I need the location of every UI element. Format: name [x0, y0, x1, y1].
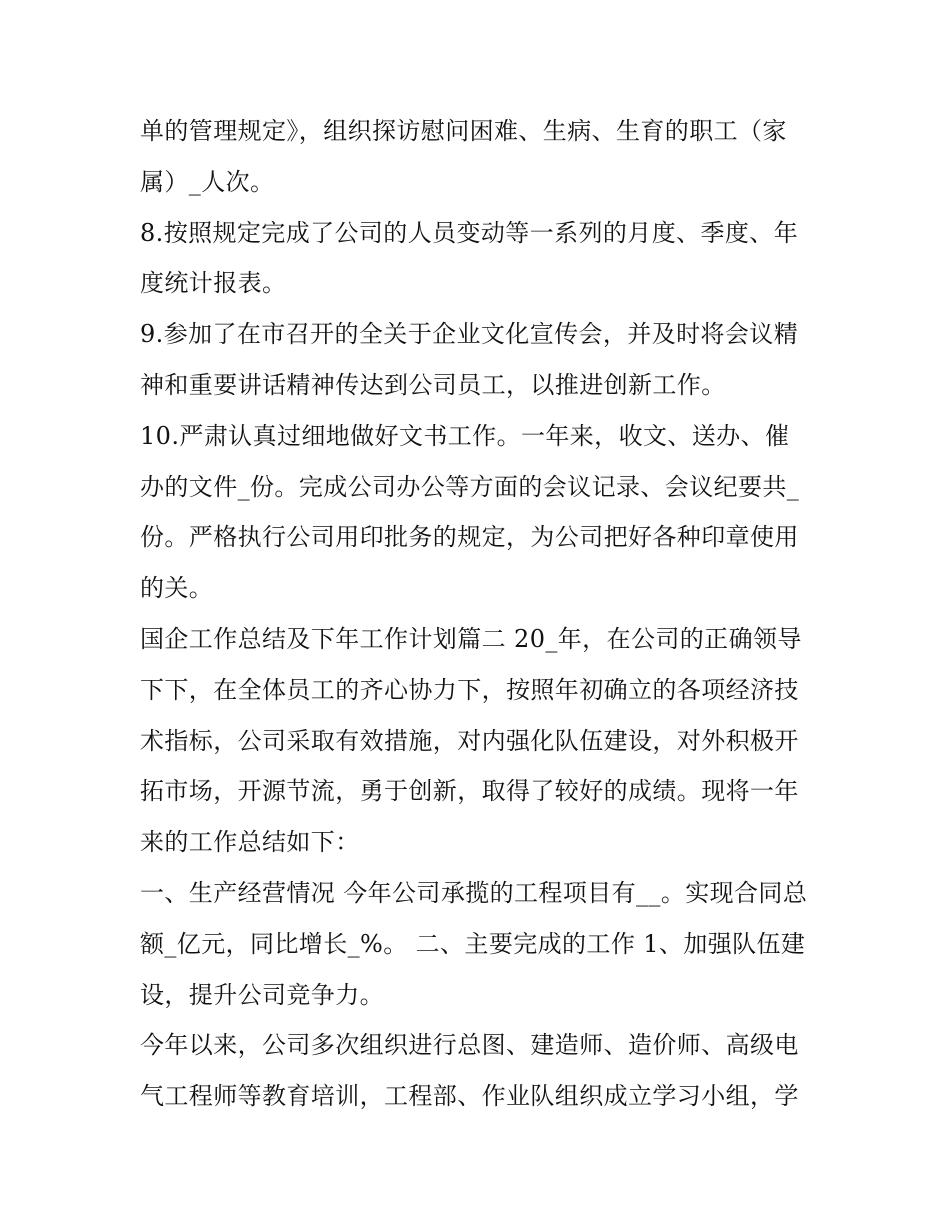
document-body	[140, 106, 820, 1122]
text-line: 额_亿元，同比增长_%。 二、主要完成的工作 1、加强队伍建	[140, 929, 806, 958]
text-line: 设，提升公司竞争力。	[140, 980, 384, 1009]
text-line: 来的工作总结如下：	[140, 828, 360, 857]
text-line: 办的文件_份。完成公司办公等方面的会议记录、会议纪要共_	[140, 472, 800, 501]
text-line: 拓市场，开源节流，勇于创新，取得了较好的成绩。现将一年	[140, 777, 799, 806]
text-line: 一、生产经营情况 今年公司承揽的工程项目有__。实现合同总	[140, 878, 808, 907]
text-line: 国企工作总结及下年工作计划篇二 20_年，在公司的正确领导	[140, 624, 802, 653]
text-line: 10.严肃认真过细地做好文书工作。一年来，收文、送办、催	[140, 421, 790, 450]
text-line: 的关。	[140, 574, 214, 603]
text-line: 单的管理规定》，组织探访慰问困难、生病、生育的职工（家	[140, 117, 787, 145]
text-line: 度统计报表。	[140, 269, 287, 298]
text-line: 神和重要讲话精神传达到公司员工，以推进创新工作。	[140, 370, 726, 399]
text-line: 9.参加了在市召开的全关于企业文化宣传会，并及时将会议精	[140, 320, 799, 349]
text-line: 属）_人次。	[140, 167, 275, 196]
text-line: 下下，在全体员工的齐心协力下，按照年初确立的各项经济技	[140, 675, 799, 704]
text-line: 今年以来，公司多次组织进行总图、建造师、造价师、高级电	[140, 1031, 799, 1060]
text-line: 8.按照规定完成了公司的人员变动等一系列的月度、季度、年	[140, 218, 799, 247]
text-line: 气工程师等教育培训，工程部、作业队组织成立学习小组，学	[140, 1082, 799, 1111]
text-line: 份。严格执行公司用印批务的规定，为公司把好各种印章使用	[140, 523, 799, 552]
text-line: 术指标，公司采取有效措施，对内强化队伍建设，对外积极开	[140, 726, 799, 755]
